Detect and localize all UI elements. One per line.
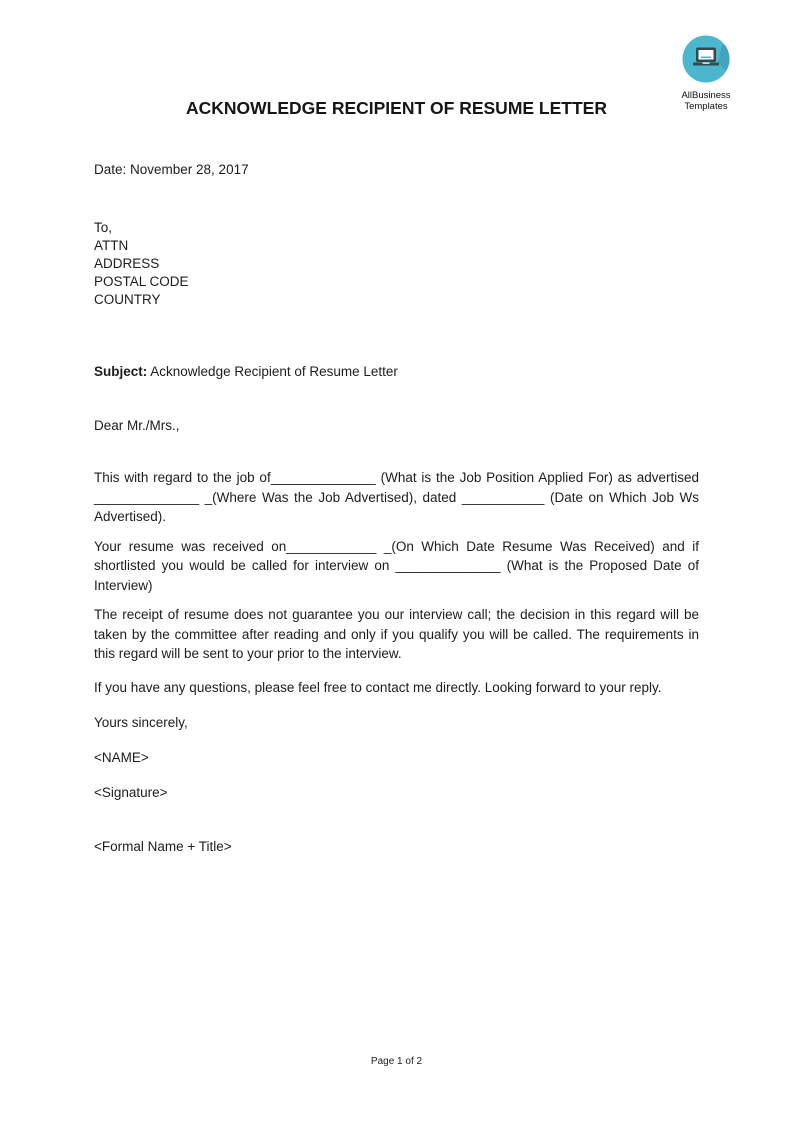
page-title: ACKNOWLEDGE RECIPIENT OF RESUME LETTER bbox=[186, 98, 607, 118]
logo-brand-text bbox=[651, 90, 761, 112]
recipient-line-to: To, bbox=[94, 220, 113, 235]
closing: Yours sincerely, bbox=[94, 715, 188, 730]
logo-brand-line2: Templates bbox=[684, 101, 728, 112]
recipient-line-address: ADDRESS bbox=[94, 256, 160, 271]
paragraph-questions: If you have any questions, please feel free to contact me directly. Looking forward to your reply. bbox=[94, 679, 662, 695]
page-number-footer: Page 1 of 2 bbox=[370, 1056, 423, 1067]
recipient-line-attn: ATTN bbox=[94, 238, 129, 253]
subject-label: Subject: bbox=[94, 364, 148, 379]
recipient-line-country: COUNTRY bbox=[94, 292, 161, 307]
recipient-block bbox=[94, 219, 699, 309]
signature-formal-name-title-placeholder: <Formal Name + Title> bbox=[94, 839, 232, 854]
date-line: Date: November 28, 2017 bbox=[94, 162, 249, 177]
signature-placeholder: <Signature> bbox=[94, 785, 168, 800]
subject-value: Acknowledge Recipient of Resume Letter bbox=[150, 364, 398, 379]
allbusiness-templates-logo bbox=[651, 35, 761, 112]
salutation: Dear Mr./Mrs., bbox=[94, 418, 180, 433]
letter-body bbox=[0, 161, 793, 856]
laptop-logo-icon bbox=[682, 35, 730, 83]
logo-brand-line1: AllBusiness bbox=[681, 90, 731, 101]
signature-name-placeholder: <NAME> bbox=[94, 750, 149, 765]
paragraph-job-applied: This with regard to the job of______________ (What is the Job Position Applied For) as advertised ______________ _(Where Was the Job Advertised), dated ___________ (Date on Which Job Ws Advertised). bbox=[94, 470, 699, 524]
recipient-line-postal-code: POSTAL CODE bbox=[94, 274, 189, 289]
paragraph-no-guarantee: The receipt of resume does not guarantee you our interview call; the decision in this regard will be taken by the committee after reading and only if you qualify you will be called. The requirements in this regard will be sent to your prior to the interview. bbox=[94, 607, 699, 661]
paragraph-resume-received: Your resume was received on____________ _(On Which Date Resume Was Received) and if shortlisted you would be called for interview on ______________ (What is the Proposed Date of Interview) bbox=[94, 538, 699, 593]
subject-line bbox=[94, 363, 699, 381]
